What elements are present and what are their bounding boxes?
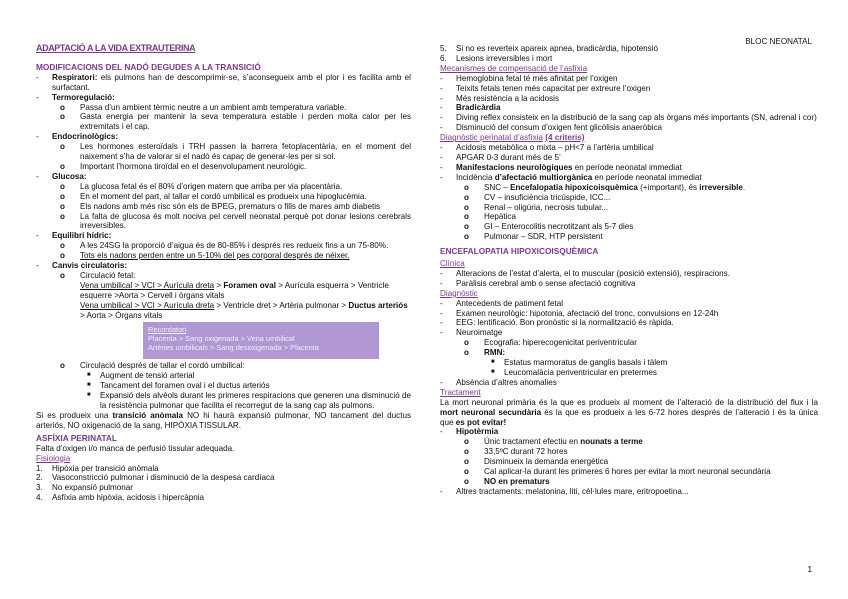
sub-item: o Gasta energia per mantenir la seva temperatura estable i perden molta calor per les extremitats i el cap.	[60, 112, 411, 132]
left-content	[36, 44, 411, 503]
list-item: - APGAR 0-3 durant més de 5’	[440, 152, 561, 162]
paragraph-transicio-anomala: Si es produeix una transició anòmala NO hi haurà expansió pulmonar, NO tancament del ductus arteriós, NO oxigenació de la sang, HIPÒXIA TISSULAR.	[36, 411, 412, 430]
section-title-modificacions: MODIFICACIONS DEL NADÓ DEGUDES A LA TRANSICIÓ	[36, 61, 261, 72]
sub-sub-item: ■ Tancament del foramen oval i el ductus arteriós	[87, 381, 270, 391]
sub-item: o Ecografia: hiperecogenicitat periventricular	[464, 338, 637, 348]
list-item: - Neuroimatge	[440, 328, 503, 338]
section-title-encefalopatia: ENCEFALOPATIA HIPOXICOISQUÈMICA	[440, 246, 599, 257]
sub-item: o Els nadons amb més risc són els de BPEG, prematurs o fills de mares amb diabetis	[60, 201, 381, 211]
numbered-item: 5. Si no es reverteix apareix apnea, bradicàrdia, hipotensió	[440, 44, 659, 53]
sub-item: o Les hormones esteroïdals i TRH passen la barrera fetoplacentària, en el moment del naixement s’ha de valorar si el nadó és capaç de generar-les per si sol.	[60, 142, 411, 162]
sub-item: o Passa d’un ambient tèrmic neutre a un ambient amb temperatura variable.	[60, 102, 347, 112]
numbered-item: 6. Lesions irreversibles i mort	[440, 53, 553, 63]
sub-item: o CV – insuficiència tricúspide, ICC...	[464, 192, 611, 202]
list-item-canvis-circulatoris: - Canvis circulatoris:	[36, 261, 128, 271]
list-item: - Més resistència a la acidosis	[440, 93, 560, 103]
list-item: - Hemoglobina fetal té més afinitat per l’oxigen	[440, 73, 618, 83]
list-item: - Diving reflex consisteix en la distribució de la sang cap als òrgans més importants (SN, adrenal i cor)	[440, 113, 817, 123]
paragraph-tractament: La mort neuronal primària és la que es produeix al moment de l’alteració de la distribució del flux i la mort neuronal secundària és la que es produeix a les 6-72 hores després de l’alteració i és la única que es pot evitar!	[440, 397, 818, 427]
sub-item: o Tots els nadons perden entre un 5-10% del pes corporal després de néixer.	[60, 251, 350, 261]
list-item: - Antecedents de patiment fetal	[440, 298, 564, 308]
sub-item: o Hepàtica	[464, 212, 516, 222]
subtitle-clinica: Clínica	[440, 259, 465, 269]
sub-sub-item: ■ Augment de tensió arterial	[87, 371, 195, 381]
sub-item: o A les 24SG la proporció d’aigua és de 80-85% i després res redueix fins a un 75-80%.	[60, 241, 389, 251]
list-item: - Altres tractaments: melatonina, liti, cèl·lules mare, eritropoetina...	[440, 486, 689, 496]
list-item: - Bradicàrdia	[440, 103, 501, 113]
numbered-item: 2. Vasoconstricció pulmonar i disminució de la despesa cardíaca	[36, 473, 275, 483]
subtitle-mecanismes: Mecanismes de compensació de l’asfíxia	[440, 63, 588, 73]
sub-item-circulacio-fetal: o Circulació fetal:	[60, 270, 136, 280]
list-item-termoregulacio: - Termoregulació:	[36, 92, 115, 102]
list-item-hipotermia: - Hipotèrmia	[440, 427, 499, 437]
right-content	[440, 44, 818, 497]
sub-item: o Únic tractament efectiu en nounats a terme	[464, 437, 643, 447]
circulation-path-2: Vena umbilical > VCI > Aurícula dreta > Ventricle dret > Artèria pulmonar > Ductus arteriós > Aorta > Òrgans vitals	[80, 300, 408, 320]
reminder-box	[143, 322, 379, 359]
sub-item-snc: o SNC – Encefalopatia hipoxicoisquèmica (+important), és irreversible.	[464, 182, 746, 192]
sub-item: o RMN:	[464, 348, 506, 358]
sub-item: o Renal – oligúria, necrosis tubular...	[464, 202, 609, 212]
subtitle-fisiologia: Fisiologia	[36, 453, 71, 463]
sub-item: o 33,5ºC durant 72 hores	[464, 447, 568, 457]
sub-item: o GI – Enterocolitis necrotitzant als 5-7 dies	[464, 222, 634, 232]
list-item-respiratori: - Respiratori: els pulmons han de descomprimir-se, s’aconsegueix amb el plor i es facilita amb el surfactant.	[36, 72, 411, 92]
list-item-equilibri-hidric: - Equilibri hídric:	[36, 231, 112, 241]
subtitle-diagnostic: Diagnòstic	[440, 288, 478, 298]
sub-item: o NO en prematurs	[464, 476, 550, 486]
fisiologia-list	[36, 464, 411, 504]
list-item: - Manifestacions neurològiques en període neonatal immediat	[440, 162, 682, 172]
list-item: - Incidència d’afectació multiorgànica en període neonatal immediat	[440, 172, 702, 182]
list-item: - Acidosis metabòlica o mixta – pH<7 a l’artèria umbilical	[440, 143, 654, 153]
numbered-item: 3. No expansió pulmonar	[36, 483, 133, 493]
list-item-glucosa: - Glucosa:	[36, 171, 87, 181]
list-item: - Paràlisis cerebral amb o sense afectació cognitiva	[440, 278, 636, 288]
sub-sub-item: ■ Estatus marmoratus de ganglis basals i tàlem	[491, 358, 668, 368]
list-item: - Examen neurològic: hipotonia, afectació del tronc, convulsions en 12-24h	[440, 308, 719, 318]
list-item: - Disminució del consum d’oxigen fent glicòlisis anaeròbica	[440, 123, 663, 133]
sub-sub-item: ■ Expansió dels alvèols durant les primeres respiracions que generen una disminució de la resistència pulmonar que facilita el recorregut de la sang cap als pulmons.	[87, 391, 411, 411]
reminder-line: Placenta > Sang oxigenada > Vena umbilical	[148, 334, 295, 344]
sub-item: o La glucosa fetal és el 80% d’origen matern que arriba per via placentària.	[60, 181, 343, 191]
subtitle-diagnostic-perinatal: Diagnòstic perinatal d’asfíxia (4 criteris)	[440, 133, 585, 143]
sub-item-circulacio-despres: o Circulació després de tallar el cordó umbilical:	[60, 361, 245, 371]
numbered-item: 1. Hipòxia per transició anòmala	[36, 463, 159, 473]
sub-sub-item: ■ Leucomalàcia periventricular en pretermes	[491, 368, 657, 377]
subtitle-tractament: Tractament	[440, 387, 481, 397]
sub-item: o Important l’hormona tiroïdal en el desenvolupament neurològic.	[60, 161, 307, 171]
numbered-item: 4. Asfíxia amb hipòxia, acidosis i hipercàpnia	[36, 493, 205, 503]
list-item: - EEG: lentificació. Bon pronòstic si la normalització és ràpida.	[440, 318, 674, 328]
sub-item: o Cal aplicar-la durant les primeres 6 hores per evitar la mort neuronal secundària	[464, 467, 771, 477]
list-item: - Alteracions de l’estat d’alerta, el to muscular (posició extensió), respiracions.	[440, 268, 730, 278]
page-header: BLOC NEONATAL	[745, 37, 812, 46]
document-title: ADAPTACIÓ A LA VIDA EXTRAUTERINA	[36, 43, 196, 53]
circulation-path-1: Vena umbilical > VCI > Aurícula dreta > Foramen oval > Aurícula esquerra > Ventricle esquerre >Aorta > Cervell i òrgans vitals	[80, 280, 389, 300]
sub-item: o En el moment del part, al tallar el cordó umbilical es produeix una hipoglucèmia.	[60, 191, 367, 201]
list-item: - Teixits fetals tenen més capacitat per extreure l’oxigen	[440, 83, 651, 93]
list-item-endocrinologics: - Endocrinològics:	[36, 132, 119, 142]
reminder-title: Recordatori	[148, 325, 187, 335]
asfixia-definition: Falta d’oxigen i/o manca de perfusió tissular adequada.	[36, 443, 235, 453]
reminder-line: Artèries umbilicals > Sang desoxigenada > Placenta	[148, 343, 319, 353]
list-item: - Absència d’altres anomalies	[440, 377, 557, 387]
sub-item: o Pulmonar – SDR, HTP persistent	[464, 232, 603, 242]
sub-item: o La falta de glucosa és molt nociva pel cervell neonatal perquè pot donar lesions cerebrals irreversibles.	[60, 211, 411, 231]
fisiologia-list-continued	[440, 44, 818, 64]
section-title-asfixia: ASFÍXIA PERINATAL	[36, 432, 117, 443]
sub-item: o Disminueix la demanda energètica	[464, 457, 609, 467]
page-number: 1	[807, 565, 812, 574]
